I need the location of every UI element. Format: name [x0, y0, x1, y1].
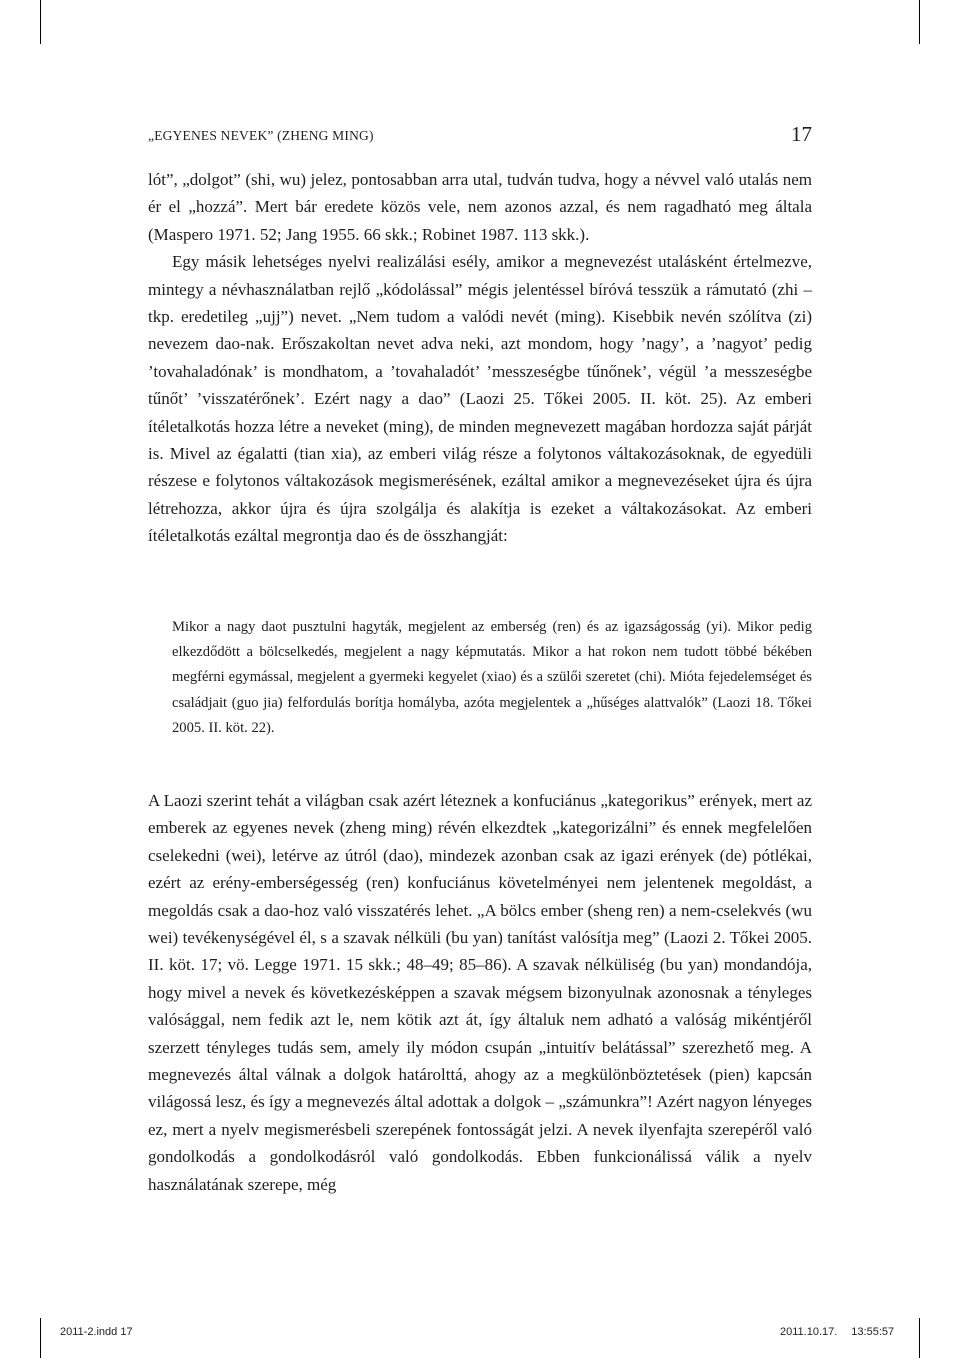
crop-mark-bottom-right [919, 1318, 920, 1358]
body-text-top [148, 166, 812, 550]
page-number: 17 [791, 122, 812, 146]
footer-file-info: 2011-2.indd 17 [60, 1326, 133, 1338]
crop-mark-top-right [919, 0, 920, 44]
paragraph-1: lót”, „dolgot” (shi, wu) jelez, pontosabban arra utal, tudván tudva, hogy a névvel való utalás nem ér el „hozzá”. Mert bár eredete közös vele, nem azonos azzal, és nem ragadható meg általa (Maspero 1971. 52; Jang 1955. 66 skk.; Robinet 1987. 113 skk.). [148, 170, 812, 244]
running-head: „EGYENES NEVEK” (ZHENG MING) [148, 128, 374, 143]
crop-mark-top-left [40, 0, 41, 44]
page-header [148, 124, 812, 148]
footer-timestamp [780, 1326, 894, 1338]
paragraph-2: Egy másik lehetséges nyelvi realizálási esély, amikor a megnevezést utalásként értelmezve, mintegy a névhasználatban rejlő „kódolással” mégis jelentéssel bíróvá tesszük a rámutató (zhi – tkp. eredetileg „ujj”) nevet. „Nem tudom a valódi nevét (ming). Kisebbik nevén szólítva (zi) nevezem dao-nak. Erőszakoltan nevet adva neki, azt mondom, hogy ’nagy’, a ’nagyot’ pedig ’tovahaladónak’ is mondhatom, a ’tovahaladót’ ’messzeségbe tűnőnek’, végül ’a messzeségbe tűnőt’ ’visszatérőnek’. Ezért nagy a dao” (Laozi 25. Tőkei 2005. II. köt. 25). Az emberi ítéletalkotás hozza létre a neveket (ming), de minden megnevezett magában hordozza saját párját is. Mivel az égalatti (tian xia), az emberi világ része a folytonos váltakozásoknak, de egyedüli részese e folytonos váltakozások megismerésének, ezáltal amikor a megnevezéseket újra és újra létrehozza, akkor újra és újra szolgálja és alakítja is ezeket a váltakozásokat. Az emberi ítéletalkotás ezáltal megrontja dao és de összhangját: [148, 252, 812, 546]
footer-time: 13:55:57 [851, 1326, 895, 1338]
block-quote: Mikor a nagy daot pusztulni hagyták, megjelent az emberség (ren) és az igazságosság (yi). Mikor pedig elkezdődött a bölcselkedés, megjelent a nagy képmutatás. Mikor a hat rokon nem tudott többé békében megférni egymással, megjelent a gyermeki kegyelet (xiao) és a szülői szeretet (chi). Mióta fejedelemséget és családjait (guo jia) felfordulás borítja homályba, azóta megjelentek a „hűséges alattvalók” (Laozi 18. Tőkei 2005. II. köt. 22). [172, 619, 812, 736]
paragraph-3: A Laozi szerint tehát a világban csak azért léteznek a konfuciánus „kategorikus” erények, mert az emberek az egyenes nevek (zheng ming) révén elkezdtek „kategorizálni” és ennek megfelelően cselekedni (wei), letérve az útról (dao), mindezek azonban csak az igazi erények (de) pótlékai, ezért az erény-emberségesség (ren) konfuciánus követelményei nem jelentenek megoldást, a megoldás csak a dao-hoz való visszatérés lehet. „A bölcs ember (sheng ren) a nem-cselekvés (wu wei) tevékenységével él, s a szavak nélküli (bu yan) tanítást valósítja meg” (Laozi 2. Tőkei 2005. II. köt. 17; vö. Legge 1971. 15 skk.; 48–49; 85–86). A szavak nélküliség (bu yan) mondandója, hogy mivel a nevek és következésképpen a szavak mégsem bizonyulnak azonosnak a tényleges valósággal, nem fedik azt le, nem kötik azt át, így általuk nem adható a valóság mikéntjéről szerzett tényleges tudás sem, amely ily módon csupán „intuitív belátással” szerezhető meg. A megnevezés által válnak a dolgok határolttá, ahogy az a megkülönböztetések (pien) kapcsán világossá lesz, és így a megnevezés által adottak a dolgok – „számunkra”! Azért nagyon lényeges ez, mert a nyelv megismerésbeli szerepének fontosságát jelzi. A nevek ilyenfajta szerepéről való gondolkodás a gondolkodásról való gondolkodás. Ebben funkcionálissá válik a nyelv használatának szerepe, még [148, 791, 812, 1194]
footer-date: 2011.10.17. [780, 1326, 838, 1338]
body-text-bottom [148, 787, 812, 1198]
crop-mark-bottom-left [40, 1318, 41, 1358]
